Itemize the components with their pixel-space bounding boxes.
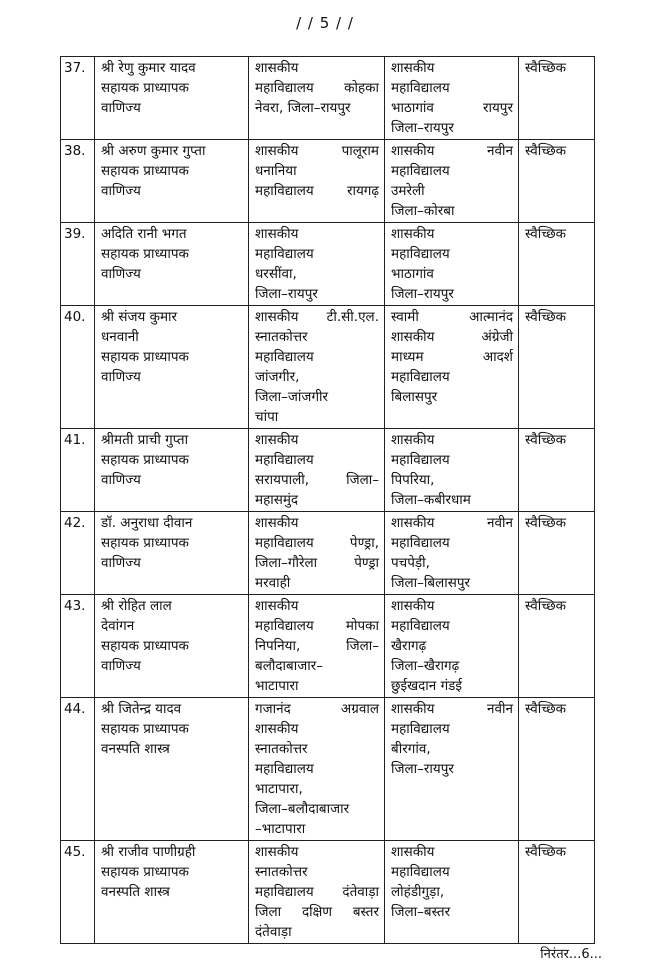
institution-line: जिला–रायपुर — [255, 286, 318, 302]
institution-word: टी.सी.एल. — [326, 309, 379, 325]
serial-number-cell: 39. — [61, 223, 95, 306]
transfer-institution-cell — [385, 306, 519, 429]
institution-line: जिला–बस्तर — [391, 904, 451, 920]
transfer-type-cell: स्वैच्छिक — [519, 841, 595, 944]
employee-subject: वाणिज्य — [101, 658, 141, 674]
institution-line: शासकीय — [255, 598, 299, 614]
serial-number-cell: 40. — [61, 306, 95, 429]
institution-word: कोहका — [344, 80, 379, 96]
employee-designation: सहायक प्राध्यापक — [101, 452, 189, 468]
employee-subject: वाणिज्य — [101, 183, 141, 199]
institution-word: गजानंद — [255, 701, 291, 717]
serial-number-cell: 45. — [61, 841, 95, 944]
institution-word: महाविद्यालय — [255, 884, 314, 900]
table-body — [61, 57, 595, 944]
institution-line — [255, 470, 379, 490]
employee-subject: वनस्पति शास्त्र — [101, 884, 170, 900]
current-institution-cell — [249, 512, 385, 595]
institution-line: स्नातकोत्तर — [255, 864, 308, 880]
institution-word: माध्यम — [391, 349, 424, 365]
institution-line: महाविद्यालय — [255, 349, 314, 365]
institution-line: महाविद्यालय — [391, 864, 450, 880]
institution-word: पेण्ड्रा, — [349, 535, 379, 551]
institution-word: दक्षिण — [301, 904, 333, 920]
institution-line — [391, 513, 513, 533]
table-row — [61, 223, 595, 306]
institution-line: जिला–बलौदाबाजार — [255, 801, 350, 817]
institution-word: निपनिया, — [255, 638, 301, 654]
institution-word: रायगढ़ — [346, 183, 379, 199]
employee-designation: सहायक प्राध्यापक — [101, 721, 189, 737]
institution-line — [255, 636, 379, 656]
institution-word: महाविद्यालय — [255, 80, 314, 96]
institution-line: महाविद्यालय — [255, 761, 314, 777]
employee-name: श्री राजीव पाणीग्रही — [101, 844, 196, 860]
institution-line: जिला–जांजगीर — [255, 389, 329, 405]
institution-word: शासकीय — [391, 143, 435, 159]
institution-word: जिला — [255, 904, 282, 920]
institution-line — [255, 616, 379, 636]
institution-line: महाविद्यालय — [255, 246, 314, 262]
table-row — [61, 306, 595, 429]
institution-word: स्वामी — [391, 309, 419, 325]
employee-name: अदिति रानी भगत — [101, 226, 187, 242]
institution-line: जिला–खैरागढ़ — [391, 658, 460, 674]
employee-cell — [95, 57, 249, 140]
transfer-type-cell: स्वैच्छिक — [519, 698, 595, 841]
transfer-type-cell: स्वैच्छिक — [519, 140, 595, 223]
institution-word: आदर्श — [482, 349, 513, 365]
institution-word: पेण्ड्रा — [354, 555, 379, 571]
employee-cell — [95, 306, 249, 429]
employee-name-cont: देवांगन — [101, 618, 135, 634]
employee-subject: वाणिज्य — [101, 555, 141, 571]
institution-word: नवीन — [487, 143, 513, 159]
institution-line: शासकीय — [255, 60, 299, 76]
transfer-type-cell: स्वैच्छिक — [519, 223, 595, 306]
serial-number-cell: 42. — [61, 512, 95, 595]
table-row — [61, 595, 595, 698]
institution-line — [391, 307, 513, 327]
institution-word: नवीन — [487, 515, 513, 531]
transfer-type-cell: स्वैच्छिक — [519, 512, 595, 595]
institution-line: बिलासपुर — [391, 389, 438, 405]
institution-line: जिला–कोरबा — [391, 203, 455, 219]
institution-line: शासकीय — [255, 515, 299, 531]
employee-subject: वाणिज्य — [101, 472, 141, 488]
employee-designation: सहायक प्राध्यापक — [101, 864, 189, 880]
institution-line: जिला–रायपुर — [391, 761, 454, 777]
transfer-institution-cell — [385, 698, 519, 841]
institution-line — [255, 307, 379, 327]
institution-line: भाटापारा, — [255, 781, 303, 797]
employee-designation: सहायक प्राध्यापक — [101, 163, 189, 179]
institution-line — [391, 347, 513, 367]
institution-word: शासकीय — [255, 143, 299, 159]
transfer-institution-cell — [385, 140, 519, 223]
institution-line: महाविद्यालय — [391, 80, 450, 96]
current-institution-cell — [249, 429, 385, 512]
institution-line — [391, 699, 513, 719]
institution-word: शासकीय — [391, 515, 435, 531]
employee-cell — [95, 595, 249, 698]
institution-line: महाविद्यालय — [391, 246, 450, 262]
institution-word: महाविद्यालय — [255, 618, 314, 634]
institution-line: धरसींवा, — [255, 266, 297, 282]
transfer-institution-cell — [385, 595, 519, 698]
institution-line: लोहंडीगुड़ा, — [391, 884, 445, 900]
institution-word: बस्तर — [352, 904, 379, 920]
current-institution-cell — [249, 841, 385, 944]
institution-line: दंतेवाड़ा — [255, 924, 292, 940]
institution-line: नेवरा, जिला–रायपुर — [255, 100, 351, 116]
institution-line: शासकीय — [391, 432, 435, 448]
institution-line: मरवाही — [255, 575, 291, 591]
employee-subject: वनस्पति शास्त्र — [101, 741, 170, 757]
institution-line: शासकीय — [255, 721, 299, 737]
institution-line: पिपरिया, — [391, 472, 435, 488]
transfer-institution-cell — [385, 429, 519, 512]
institution-word: दंतेवाड़ा — [342, 884, 379, 900]
institution-line — [255, 141, 379, 161]
institution-line: जिला–बिलासपुर — [391, 575, 471, 591]
institution-line: स्नातकोत्तर — [255, 329, 308, 345]
transfer-type-cell: स्वैच्छिक — [519, 429, 595, 512]
institution-word: मोपका — [345, 618, 379, 634]
institution-line — [391, 141, 513, 161]
institution-word: नवीन — [487, 701, 513, 717]
employee-name: श्री रोहित लाल — [101, 598, 172, 614]
institution-line: महाविद्यालय — [391, 721, 450, 737]
page-number-header: / / 5 / / — [296, 14, 354, 32]
institution-word: अंग्रेजी — [481, 329, 513, 345]
institution-word: जिला– — [346, 638, 379, 654]
transfer-type-cell: स्वैच्छिक — [519, 57, 595, 140]
institution-word: भाठागांव — [391, 100, 434, 116]
institution-word: महाविद्यालय — [255, 183, 314, 199]
institution-line: भाटापारा — [255, 678, 299, 694]
institution-word: पालूराम — [341, 143, 379, 159]
institution-line — [391, 327, 513, 347]
transfer-type-cell: स्वैच्छिक — [519, 595, 595, 698]
institution-line — [255, 553, 379, 573]
institution-line: शासकीय — [391, 226, 435, 242]
employee-cell — [95, 698, 249, 841]
institution-line: बीरगांव, — [391, 741, 431, 757]
institution-line: शासकीय — [391, 60, 435, 76]
institution-line: –भाटापारा — [255, 821, 306, 837]
institution-line: खैरागढ़ — [391, 638, 427, 654]
employee-designation: सहायक प्राध्यापक — [101, 349, 189, 365]
institution-line: चांपा — [255, 409, 279, 425]
institution-line: छुईखदान गंडई — [391, 678, 463, 694]
institution-line: भाठागांव — [391, 266, 434, 282]
employee-name: डॉ. अनुराधा दीवान — [101, 515, 193, 531]
institution-word: शासकीय — [391, 329, 435, 345]
institution-word: सरायपाली, — [255, 472, 310, 488]
serial-number-cell: 43. — [61, 595, 95, 698]
institution-word: शासकीय — [255, 309, 299, 325]
institution-line: शासकीय — [391, 844, 435, 860]
institution-line: शासकीय — [391, 598, 435, 614]
institution-line — [255, 533, 379, 553]
institution-word: आत्मानंद — [469, 309, 513, 325]
table-row — [61, 57, 595, 140]
institution-line: बलौदाबाजार– — [255, 658, 324, 674]
transfer-institution-cell — [385, 512, 519, 595]
current-institution-cell — [249, 223, 385, 306]
employee-name-cont: धनवानी — [101, 329, 139, 345]
current-institution-cell — [249, 57, 385, 140]
institution-line: शासकीय — [255, 226, 299, 242]
table-row — [61, 512, 595, 595]
institution-word: शासकीय — [391, 701, 435, 717]
employee-subject: वाणिज्य — [101, 369, 141, 385]
table-row — [61, 140, 595, 223]
employee-cell — [95, 223, 249, 306]
institution-word: अग्रवाल — [340, 701, 379, 717]
institution-line: महासमुंद — [255, 492, 299, 508]
institution-line: स्नातकोत्तर — [255, 741, 308, 757]
employee-cell — [95, 429, 249, 512]
employee-subject: वाणिज्य — [101, 266, 141, 282]
institution-line: जिला–रायपुर — [391, 120, 454, 136]
transfer-table — [60, 56, 595, 944]
current-institution-cell — [249, 595, 385, 698]
institution-line: शासकीय — [255, 844, 299, 860]
employee-name: श्री रेणु कुमार यादव — [101, 60, 196, 76]
institution-line: जांजगीर, — [255, 369, 300, 385]
institution-word: जिला– — [346, 472, 379, 488]
institution-line: महाविद्यालय — [391, 163, 450, 179]
institution-line: शासकीय — [255, 432, 299, 448]
serial-number-cell: 37. — [61, 57, 95, 140]
institution-word: जिला–गौरेला — [255, 555, 318, 571]
institution-line: जिला–कबीरधाम — [391, 492, 471, 508]
employee-designation: सहायक प्राध्यापक — [101, 638, 189, 654]
institution-line: उमरेली — [391, 183, 425, 199]
transfer-institution-cell — [385, 223, 519, 306]
table-row — [61, 841, 595, 944]
institution-line — [255, 699, 379, 719]
transfer-institution-cell — [385, 841, 519, 944]
institution-word: महाविद्यालय — [255, 535, 314, 551]
table-row — [61, 698, 595, 841]
continued-note: निरंतर...6... — [540, 947, 602, 962]
institution-line — [255, 882, 379, 902]
employee-name: श्री अरुण कुमार गुप्ता — [101, 143, 206, 159]
institution-line — [255, 181, 379, 201]
table-row — [61, 429, 595, 512]
transfer-type-cell: स्वैच्छिक — [519, 306, 595, 429]
current-institution-cell — [249, 140, 385, 223]
employee-name: श्री जितेन्द्र यादव — [101, 701, 182, 717]
current-institution-cell — [249, 698, 385, 841]
institution-line: महाविद्यालय — [391, 618, 450, 634]
institution-line — [255, 902, 379, 922]
institution-line: महाविद्यालय — [391, 535, 450, 551]
institution-line — [391, 98, 513, 118]
institution-line: महाविद्यालय — [255, 452, 314, 468]
employee-designation: सहायक प्राध्यापक — [101, 246, 189, 262]
institution-line: पचपेड़ी, — [391, 555, 430, 571]
transfer-institution-cell — [385, 57, 519, 140]
institution-line — [255, 78, 379, 98]
institution-line: जिला–रायपुर — [391, 286, 454, 302]
employee-designation: सहायक प्राध्यापक — [101, 80, 189, 96]
serial-number-cell: 41. — [61, 429, 95, 512]
employee-designation: सहायक प्राध्यापक — [101, 535, 189, 551]
employee-cell — [95, 841, 249, 944]
serial-number-cell: 38. — [61, 140, 95, 223]
institution-line: महाविद्यालय — [391, 369, 450, 385]
employee-subject: वाणिज्य — [101, 100, 141, 116]
institution-word: रायपुर — [482, 100, 513, 116]
employee-cell — [95, 512, 249, 595]
serial-number-cell: 44. — [61, 698, 95, 841]
current-institution-cell — [249, 306, 385, 429]
institution-line: धनानिया — [255, 163, 297, 179]
employee-name: श्री संजय कुमार — [101, 309, 178, 325]
employee-cell — [95, 140, 249, 223]
employee-name: श्रीमती प्राची गुप्ता — [101, 432, 189, 448]
institution-line: महाविद्यालय — [391, 452, 450, 468]
